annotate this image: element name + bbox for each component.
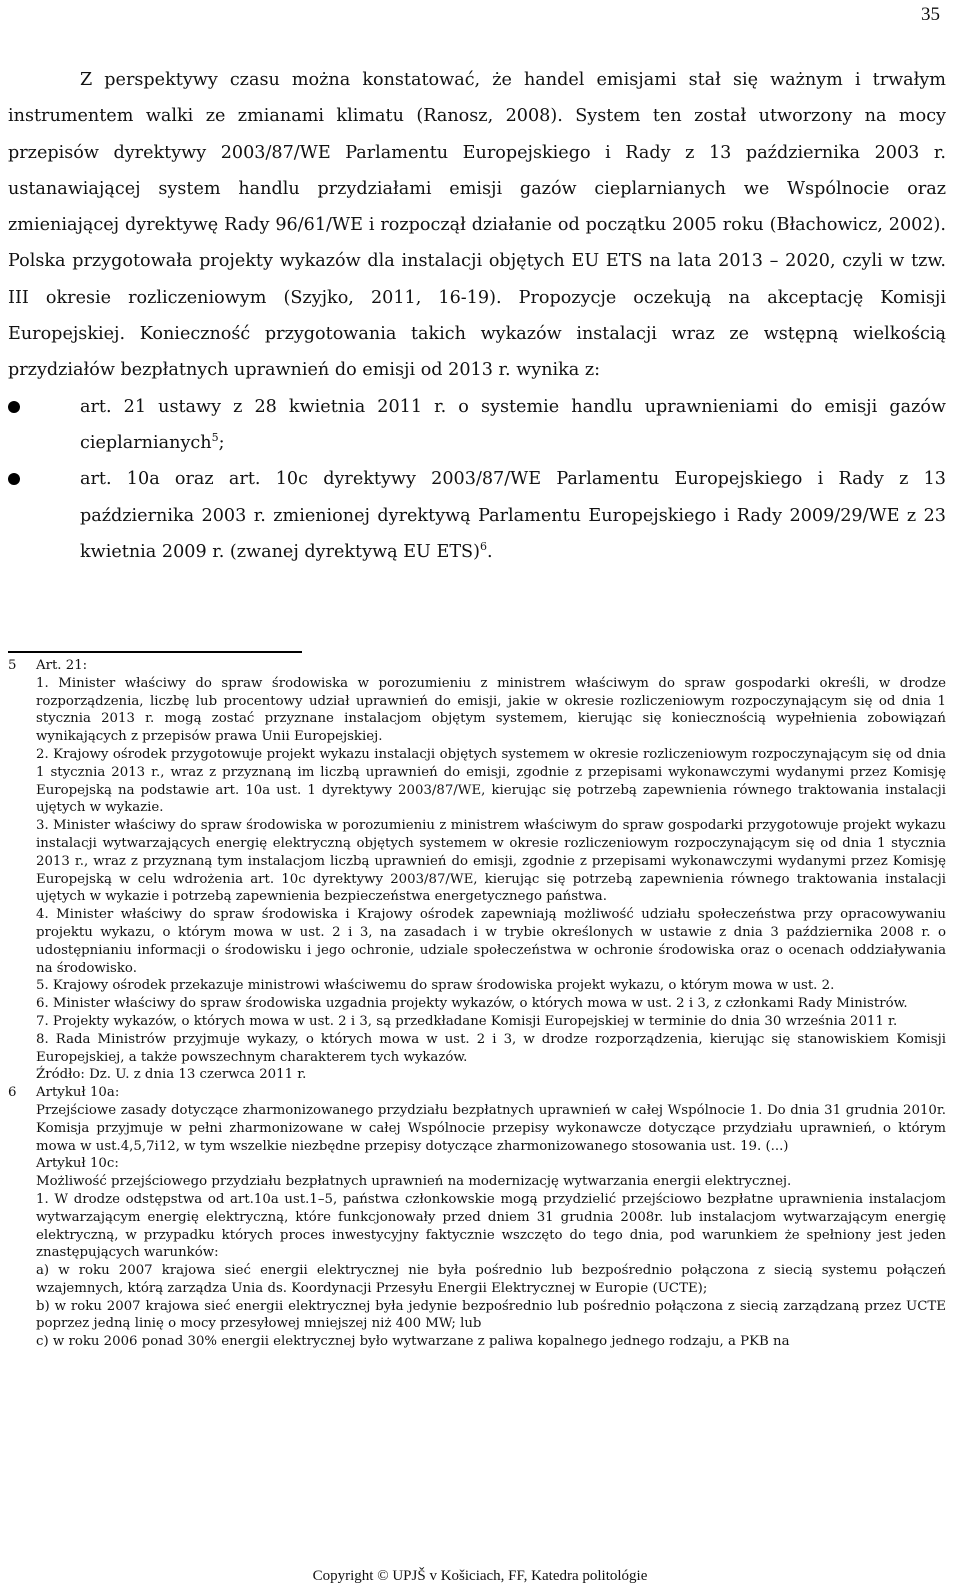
footnote-ref[interactable]: 6 <box>479 540 487 553</box>
bullet-tail: ; <box>218 432 225 453</box>
footnote-number: 5 <box>8 658 17 673</box>
footnote-line: 3. Minister właściwy do spraw środowiska w porozumieniu z ministrem właściwym do spraw gospodarki przygotowuje projekt wykazu instalacji wytwarzających energię elektryczną objętych systemem w okresie rozliczeniowym rozpoczynającym się od dnia 1 stycznia 2013 r., wraz z przyznaną tym instalacjom liczbą uprawnień do emisji, zgodnie z przepisami wykonawczymi wydanymi przez Komisję Europejską w celu wdrożenia art. 10c dyrektywy 2003/87/WE, kierując się potrzebą zapewnienia równego traktowania instalacji ujętych w wykazie i potrzebą zapewnienia bezpieczeństwa energetycznego państwa. <box>36 818 946 905</box>
footnote-line: Artykuł 10c: <box>36 1156 119 1172</box>
footnote-5 <box>8 657 946 1084</box>
footnote-line: 8. Rada Ministrów przyjmuje wykazy, o których mowa w ust. 2 i 3, w drodze rozporządzenia, kierując się stanowiskiem Komisji Europejskiej, a także powszechnym charakterem tych wykazów. <box>36 1031 946 1065</box>
footnote-source: Źródło: Dz. U. z dnia 13 czerwca 2011 r. <box>36 1067 307 1083</box>
footnote-ref[interactable]: 5 <box>211 431 219 445</box>
footnote-number: 6 <box>8 1085 17 1101</box>
footnote-line: 5. Krajowy ośrodek przekazuje ministrowi właściwemu do spraw środowiska projekt wykazu, o którym mowa w ust. 2. <box>36 978 835 994</box>
footnote-line: Artykuł 10a: <box>36 1085 120 1101</box>
footnote-line: a) w roku 2007 krajowa sieć energii elektrycznej nie była pośrednio lub bezpośrednio połączona z siecią systemu połączeń wzajemnych, którą zarządza Unia ds. Koordynacji Przesyłu Energii Elektrycznej w Europie (UCTE); <box>36 1263 946 1296</box>
bullet-icon <box>8 401 20 413</box>
footnote-line: b) w roku 2007 krajowa sieć energii elektrycznej była jedynie bezpośrednio lub pośrednio połączona z siecią zarządzaną przez UCTE poprzez jedną linię o mocy przesyłowej mniejszej niż 400 MW; lub <box>36 1298 946 1332</box>
footnotes <box>8 657 946 1351</box>
bullet-item-2 <box>8 461 946 570</box>
bullet-list <box>8 389 946 570</box>
footnote-line: c) w roku 2006 ponad 30% energii elektrycznej było wytwarzane z paliwa kopalnego jednego rodzaju, a PKB na <box>36 1334 790 1350</box>
bullet-text: art. 21 ustawy z 28 kwietnia 2011 r. o systemie handlu uprawnieniami do emisji gazów cieplarnianych <box>80 396 946 453</box>
footnote-6 <box>8 1084 946 1351</box>
copyright-footer: Copyright © UPJŠ v Košiciach, FF, Katedra politológie <box>312 1568 648 1584</box>
footnote-line: 6. Minister właściwy do spraw środowiska uzgadnia projekty wykazów, o których mowa w ust. 2 i 3, z członkami Rady Ministrów. <box>36 996 908 1012</box>
footnote-line: Przejściowe zasady dotyczące zharmonizowanego przydziału bezpłatnych uprawnień w całej Wspólnocie 1. Do dnia 31 grudnia 2010r. Komisja przyjmuje w pełni zharmonizowane w całej Wspólnocie przepisy wykonawcze dotyczące przydziału uprawnień, o którym mowa w ust.4,5,7i12, w tym wszelkie niezbędne przepisy dotyczące zharmonizowanego stosowania ust. 19. (...) <box>36 1102 946 1154</box>
body-paragraph: Z perspektywy czasu można konstatować, że handel emisjami stał się ważnym i trwałym instrumentem walki ze zmianami klimatu (Ranosz, 2008). System ten został utworzony na mocy przepisów dyrektywy 2003/87/WE Parlamentu Europejskiego i Rady z 13 października 2003 r. ustanawiającej system handlu przydziałami emisji gazów cieplarnianych we Wspólnocie oraz zmieniającej dyrektywę Rady 96/61/WE i rozpoczął działanie od początku 2005 roku (Błachowicz, 2002). Polska przygotowała projekty wykazów dla instalacji objętych EU ETS na lata 2013 – 2020, czyli w tzw. III okresie rozliczeniowym (Szyjko, 2011, 16-19). Propozycje oczekują na akceptację Komisji Europejskiej. Konieczność przygotowania takich wykazów instalacji wraz ze wstępną wielkością przydziałów bezpłatnych uprawnień do emisji od 2013 r. wynika z: <box>8 70 946 381</box>
footnote-line: Art. 21: <box>36 658 88 673</box>
footnote-separator <box>8 651 302 653</box>
bullet-tail: . <box>486 541 493 562</box>
footnote-line: Możliwość przejściowego przydziału bezpłatnych uprawnień na modernizację wytwarzania energii elektrycznej. <box>36 1174 792 1190</box>
page-number: 35 <box>921 4 940 25</box>
footnote-line: 4. Minister właściwy do spraw środowiska i Krajowy ośrodek zapewniają możliwość udziału społeczeństwa przy opracowywaniu projektu wykazu, o którym mowa w ust. 2 i 3, na zasadach i w trybie określonych w ustawie z dnia 3 października 2008 r. o udostępnianiu informacji o środowisku i jego ochronie, udziale społeczeństwa w ochronie środowiska oraz o ocenach oddziaływania na środowisko. <box>36 907 946 976</box>
footnote-line: 1. W drodze odstępstwa od art.10a ust.1–5, państwa członkowskie mogą przydzielić przejściowo bezpłatne uprawnienia instalacjom wytwarzającym energię elektryczną, które funkcjonowały przed dniem 31 grudnia 2008r. lub instalacjom wytwarzającym energię elektryczną, w przypadku których proces inwestycyjny faktycznie wszczęto do tego dnia, pod warunkiem że spełniony jest jeden znastępujących warunków: <box>36 1191 946 1261</box>
footnote-line: 2. Krajowy ośrodek przygotowuje projekt wykazu instalacji objętych systemem w okresie rozliczeniowym rozpoczynającym się od dnia 1 stycznia 2013 r., wraz z przyznaną im liczbą uprawnień do emisji, zgodnie z przepisami wykonawczymi wydanymi przez Komisję Europejską na podstawie art. 10a ust. 1 dyrektywy 2003/87/WE, kierując się potrzebą zapewnienia równego traktowania instalacji ujętych w wykazie. <box>36 746 946 816</box>
bullet-text: art. 10a oraz art. 10c dyrektywy 2003/87/WE Parlamentu Europejskiego i Rady z 13 października 2003 r. zmienionej dyrektywą Parlamentu Europejskiego i Rady 2009/29/WE z 23 kwietnia 2009 r. (zwanej dyrektywą EU ETS) <box>80 469 946 562</box>
main-text <box>8 62 946 570</box>
bullet-item-1 <box>8 389 946 462</box>
bullet-icon <box>8 473 20 485</box>
footnote-line: 1. Minister właściwy do spraw środowiska w porozumieniu z ministrem właściwym do spraw gospodarki określi, w drodze rozporządzenia, liczbę lub procentowy udział uprawnień do emisji, jakie w okresie rozliczeniowym rozpoczynającym się od dnia 1 stycznia 2013 r. mogą zostać przyznane instalacjom objętym systemem, kierując się koniecznością wypełnienia zobowiązań wynikających z przepisów prawa Unii Europejskiej. <box>36 675 946 745</box>
footnote-line: 7. Projekty wykazów, o których mowa w ust. 2 i 3, są przedkładane Komisji Europejskiej w terminie do dnia 30 września 2011 r. <box>36 1013 898 1029</box>
